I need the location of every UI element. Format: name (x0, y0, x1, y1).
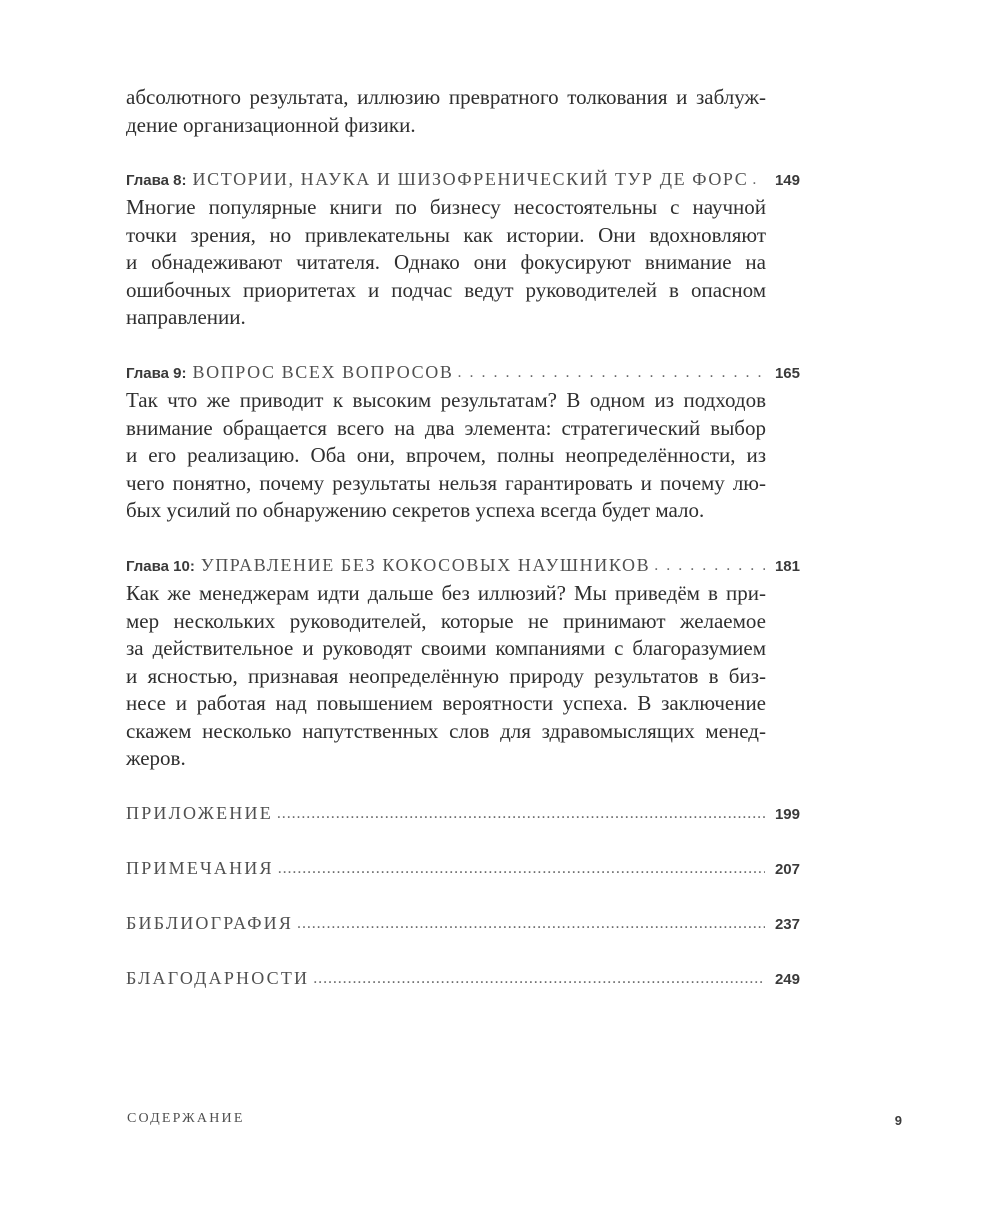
toc-entry-bibliography[interactable] (126, 913, 800, 939)
text-line: Как же менеджерам идти дальше без иллюзий? Мы приведём в при- (126, 581, 766, 605)
page-number: 165 (774, 365, 800, 382)
dot-leader (313, 970, 765, 988)
dot-leader (278, 860, 765, 878)
chapter-9-summary (126, 387, 766, 525)
page-number: 149 (774, 172, 800, 189)
text-line: и ясностью, признавая неопределённую природу результатов в биз- (126, 663, 766, 688)
text-line: скажем несколько напутственных слов для здравомыслящих менед- (126, 718, 766, 743)
section-title: БИБЛИОГРАФИЯ (126, 913, 294, 933)
text-line: чего понятно, почему результаты нельзя гарантировать и почему лю- (126, 470, 766, 495)
dot-leader (457, 364, 765, 382)
text-line: Многие популярные книги по бизнесу несостоятельны с научной (126, 195, 766, 219)
text-line: дение организационной физики. (126, 112, 416, 137)
chapter-10-summary (126, 580, 766, 773)
toc-entry-notes[interactable] (126, 858, 800, 884)
intro-paragraph (126, 84, 766, 139)
section-title: ПРИМЕЧАНИЯ (126, 858, 274, 878)
toc-entry-acknowledgements[interactable] (126, 968, 800, 994)
chapter-title: ВОПРОС ВСЕХ ВОПРОСОВ (192, 362, 454, 382)
toc-entry-chapter-9[interactable] (126, 362, 800, 388)
running-footer-title: СОДЕРЖАНИЕ (127, 1111, 245, 1126)
text-line: жеров. (126, 746, 186, 770)
text-line: и обнадеживают читателя. Однако они фокусируют внимание на (126, 250, 766, 274)
text-line: ошибочных приоритетах и подчас ведут руководителей в опасном (126, 277, 766, 302)
dot-leader (752, 171, 765, 189)
toc-entry-chapter-8[interactable] (126, 169, 800, 195)
page-number: 199 (774, 806, 800, 823)
text-line: Так что же приводит к высоким результатам? В одном из подходов (126, 388, 766, 412)
page-number: 237 (774, 916, 800, 933)
page-number: 181 (774, 558, 800, 575)
text-line: за действительное и руководят своими компаниями с благоразумием (126, 636, 766, 660)
text-line: внимание обращается всего на два элемента: стратегический выбор (126, 415, 766, 440)
toc-entry-chapter-10[interactable] (126, 555, 800, 581)
toc-entry-appendix[interactable] (126, 803, 800, 829)
text-line: мер нескольких руководителей, которые не принимают желаемое (126, 608, 766, 633)
text-line: бых усилий по обнаружению секретов успеха всегда будет мало. (126, 498, 705, 522)
chapter-title: ИСТОРИИ, НАУКА И ШИЗОФРЕНИЧЕСКИЙ ТУР ДЕ ФОРС (192, 169, 749, 189)
footer-page-number: 9 (894, 1113, 902, 1128)
chapter-label: Глава 10: (126, 558, 195, 575)
text-line: направлении. (126, 305, 246, 329)
dot-leader (277, 805, 765, 823)
chapter-8-summary (126, 194, 766, 332)
page-number: 207 (774, 861, 800, 878)
text-line: и его реализацию. Оба они, впрочем, полны неопределённости, из (126, 443, 766, 467)
chapter-label: Глава 8: (126, 172, 187, 189)
section-title: БЛАГОДАРНОСТИ (126, 968, 310, 988)
chapter-label: Глава 9: (126, 365, 187, 382)
dot-leader (297, 915, 765, 933)
section-title: ПРИЛОЖЕНИЕ (126, 803, 273, 823)
text-line: точки зрения, но привлекательны как истории. Они вдохновляют (126, 222, 766, 247)
chapter-title: УПРАВЛЕНИЕ БЕЗ КОКОСОВЫХ НАУШНИКОВ (200, 555, 651, 575)
text-line: несе и работая над повышением вероятности успеха. В заключение (126, 691, 766, 715)
dot-leader (654, 557, 765, 575)
page-number: 249 (774, 971, 800, 988)
text-line: абсолютного результата, иллюзию превратного толкования и заблуж- (126, 85, 766, 109)
